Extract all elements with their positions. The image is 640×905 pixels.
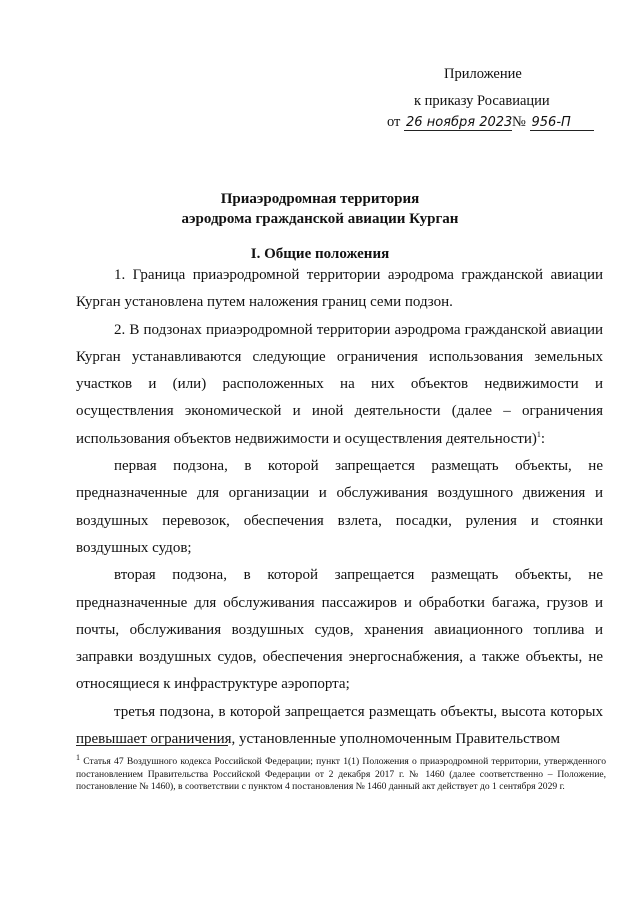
- handwritten-number: 956-П: [530, 116, 594, 131]
- section-heading: I. Общие положения: [250, 246, 390, 262]
- date-number-line: [387, 114, 594, 131]
- order-reference: к приказу Росавиации: [414, 93, 550, 109]
- document-title-line2: аэродрома гражданской авиации Курган: [181, 211, 459, 227]
- document-body: [76, 262, 603, 753]
- footnote-mark: 1: [76, 752, 80, 762]
- handwritten-date: 26 ноября 2023: [406, 115, 513, 130]
- paragraph-2-text: 2. В подзонах приаэродромной территории аэродрома гражданской авиации Курган устанавливаются следующие ограничения использования земельных участков и (или) расположенных на них объектов недвижимости и осуществления экономической и иной деятельности (далее – ограничения использования объектов недвижимости и осуществления деятельности): [76, 321, 603, 447]
- footnote: [76, 752, 606, 794]
- paragraph-1: 1. Граница приаэродромной территории аэродрома гражданской авиации Курган установлена путем наложения границ семи подзон.: [76, 267, 603, 311]
- paragraph-2-end: :: [540, 430, 546, 447]
- footnote-text: Статья 47 Воздушного кодекса Российской Федерации; пункт 1(1) Положения о приаэродромной территории, утвержденного постановлением Правительства Российской Федерации от 2 декабря 2017 г. № 1460 (далее соответственно – Положение, постановление № 1460), в соответствии с пунктом 4 постановления № 1460 данный акт действует до 1 сентября 2029 г.: [76, 756, 606, 793]
- footnote-divider: [76, 745, 228, 746]
- document-title-line1: Приаэродромная территория: [220, 191, 420, 207]
- paragraph-third-subzone: третья подзона, в которой запрещается размещать объекты, высота которых превышает ограничения, установленные уполномоченным Правительством: [76, 703, 603, 748]
- paragraph-first-subzone: первая подзона, в которой запрещается размещать объекты, не предназначенные для организации и обслуживания воздушного движения и воздушных перевозок, обеспечения взлета, посадки, руления и стоянки воздушных судов;: [76, 458, 603, 556]
- number-label: №: [512, 114, 526, 130]
- appendix-label: Приложение: [444, 66, 522, 82]
- paragraph-second-subzone: вторая подзона, в которой запрещается размещать объекты, не предназначенные для обслуживания пассажиров и обработки багажа, грузов и почты, обслуживания воздушных судов, хранения авиационного топлива и заправки воздушных судов, обеспечения энергоснабжения, а также объекты, не относящиеся к инфраструктуре аэропорта;: [76, 567, 603, 693]
- paragraph-2: [76, 317, 603, 453]
- footnote-reference: 1: [536, 429, 541, 439]
- date-prefix: от: [387, 114, 401, 130]
